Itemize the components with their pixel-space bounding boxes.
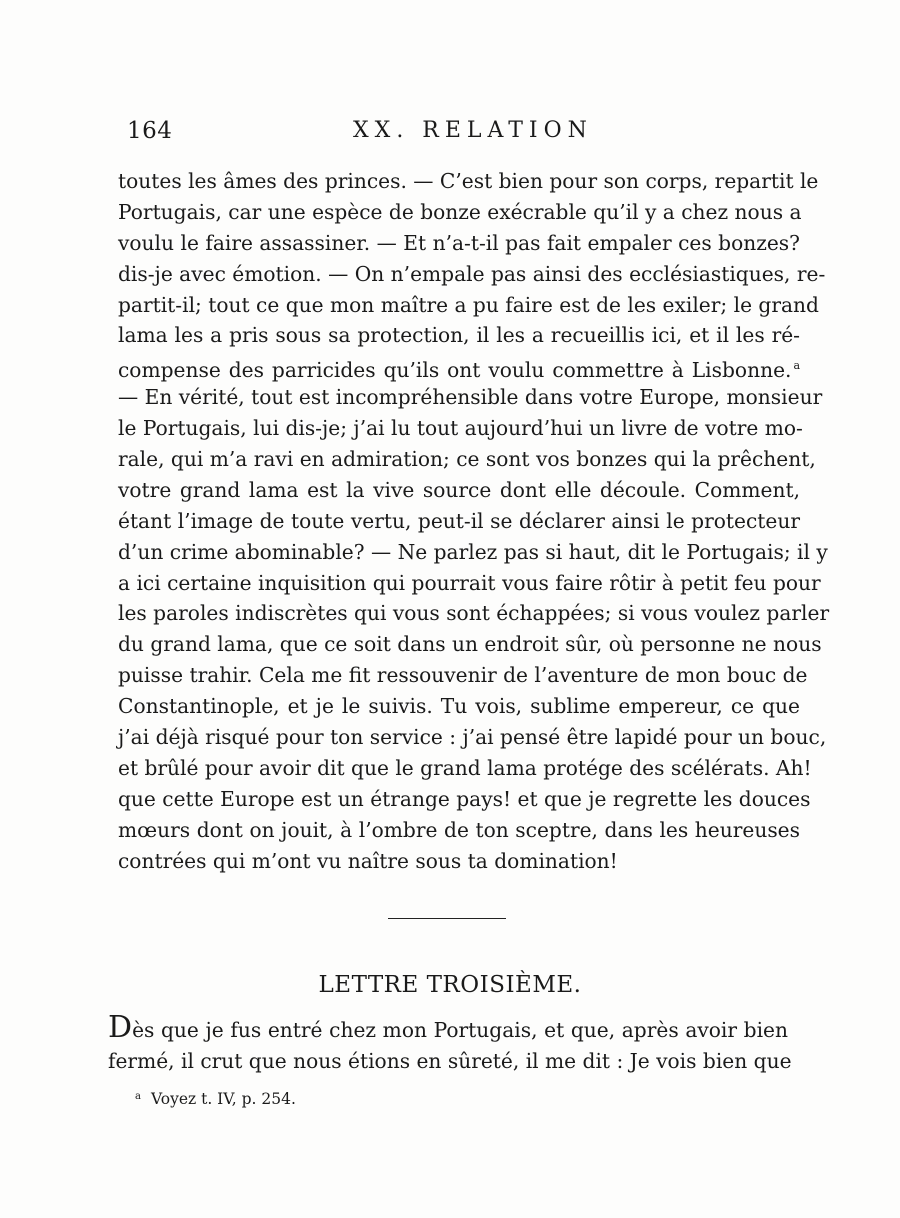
text-line: — En vérité, tout est incompréhensible dans votre Europe, monsieur: [118, 385, 823, 410]
text-line: contrées qui m’ont vu naître sous ta domination!: [118, 848, 618, 873]
text-line: fermé, il crut que nous étions en sûreté, il me dit : Je vois bien que: [108, 1049, 792, 1073]
running-title: XX. RELATION: [353, 118, 593, 143]
footnote-reference[interactable]: a: [793, 359, 800, 373]
text-line: toutes les âmes des princes. — C’est bien pour son corps, repartit le: [118, 169, 819, 193]
text-line: Portugais, car une espèce de bonze exécrable qu’il y a chez nous a: [118, 199, 802, 224]
text-line: mœurs dont on jouit, à l’ombre de ton sceptre, dans les heureuses: [118, 817, 800, 842]
running-head: [127, 118, 797, 152]
text-line-content: compense des parricides qu’ils ont voulu commettre à Lisbonne.: [118, 358, 792, 383]
footnote-text: Voyez t. IV, p. 254.: [150, 1090, 296, 1108]
text-line: Constantinople, et je le suivis. Tu vois, sublime empereur, ce que: [118, 694, 800, 719]
text-line: les paroles indiscrètes qui vous sont échappées; si vous voulez parler: [118, 601, 830, 626]
drop-initial: D: [108, 1010, 133, 1045]
text-line: du grand lama, que ce soit dans un endroit sûr, où personne ne nous: [118, 632, 822, 657]
section-divider: [388, 918, 506, 919]
section-heading: LETTRE TROISIÈME.: [318, 972, 582, 998]
text-line: d’un crime abominable? — Ne parlez pas si haut, dit le Portugais; il y: [118, 539, 828, 564]
footnote-marker: a: [135, 1091, 141, 1102]
text-line: j’ai déjà risqué pour ton service : j’ai pensé être lapidé pour un bouc,: [118, 725, 827, 750]
text-line: voulu le faire assassiner. — Et n’a-t-il pas fait empaler ces bonzes?: [118, 230, 800, 255]
text-line: lama les a pris sous sa protection, il les a recueillis ici, et il les ré-: [118, 323, 800, 348]
text-line: puisse trahir. Cela me fit ressouvenir de l’aventure de mon bouc de: [118, 663, 808, 688]
text-line-with-note: [118, 351, 800, 382]
text-line: et brûlé pour avoir dit que le grand lama protége des scélérats. Ah!: [118, 755, 812, 780]
text-line: rale, qui m’a ravi en admiration; ce sont vos bonzes qui la prêchent,: [118, 447, 816, 472]
text-line: votre grand lama est la vive source dont elle découle. Comment,: [118, 477, 800, 502]
text-line: dis-je avec émotion. — On n’empale pas ainsi des ecclésiastiques, re-: [118, 261, 826, 286]
text-line-with-initial: [108, 1010, 788, 1046]
text-line: le Portugais, lui dis-je; j’ai lu tout aujourd’hui un livre de votre mo-: [118, 416, 803, 441]
body-text: [118, 166, 830, 876]
text-line: étant l’image de toute vertu, peut-il se déclarer ainsi le protecteur: [118, 508, 800, 533]
text-line: que cette Europe est un étrange pays! et que je regrette les douces: [118, 786, 811, 811]
text-line-content: ès que je fus entré chez mon Portugais, et que, après avoir bien: [132, 1018, 788, 1042]
text-line: a ici certaine inquisition qui pourrait vous faire rôtir à petit feu pour: [118, 570, 821, 595]
letter-text: [108, 1010, 792, 1077]
text-line: partit-il; tout ce que mon maître a pu faire est de les exiler; le grand: [118, 292, 819, 317]
footnote: [135, 1090, 296, 1108]
page-number: 164: [127, 118, 173, 144]
